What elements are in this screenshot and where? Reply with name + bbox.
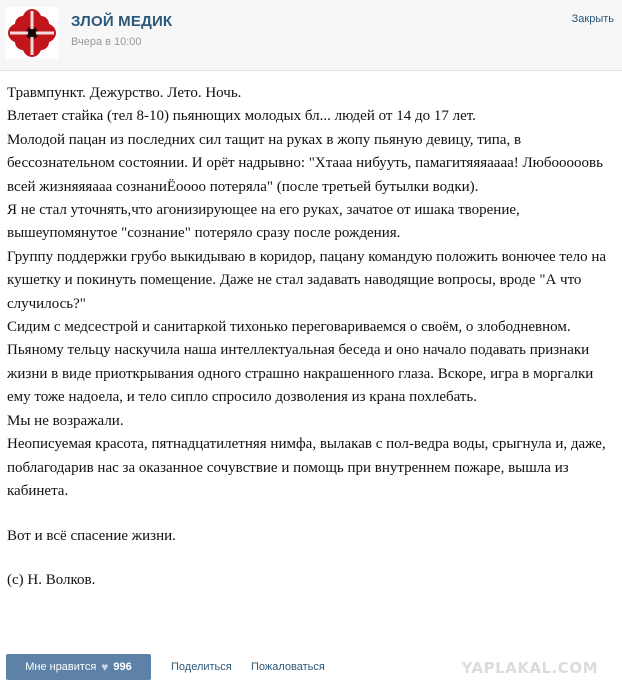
post-paragraph: Молодой пацан из последних сил тащит на руках в жопу пьяную девицу, типа, в бессознательном состоянии. И орёт надрывно: "Хтааа нибууть, памагитяяяаааа! Любооооовь всей жизняяяааа сознаниЁоооо потеряла" (после третьей бутылки водки). [7,131,603,195]
post-header [0,0,622,71]
close-link[interactable]: Закрыть [571,13,614,25]
like-button[interactable] [6,654,151,680]
post-paragraph: Травмпункт. Дежурство. Лето. Ночь. [7,85,242,101]
share-link[interactable]: Поделиться [171,661,232,673]
post-timestamp[interactable]: Вчера в 10:00 [71,36,142,48]
post-signature: (с) Н. Волков. [7,571,96,588]
like-count: 996 [113,661,132,673]
red-flower-logo[interactable] [6,7,58,59]
post-paragraph: Я не стал уточнять,что агонизирующее на его руках, зачатое от ишака творение, вышеупомянутое "сознание" потеряло сразу после рождения. [7,202,520,242]
post-paragraph: Неописуемая красота, пятнадцатилетняя нимфа, вылакав с пол-ведра воды, срыгнула и, даже, поблагодарив нас за оказанное сочувствие и помощь при внутреннем пожаре, вышла из кабинета. [7,436,606,499]
report-link[interactable]: Пожаловаться [251,661,325,673]
post-paragraph: Мы не возражали. [7,412,124,429]
yaplakal-watermark: YAPLAKAL.COM [461,659,598,677]
post-paragraph: Сидим с медсестрой и санитаркой тихонько переговариваемся о своём, о злободневном. Пьяному тельцу наскучила наша интеллектуальная беседа и оно начало подавать признаки жизни в виде приоткрывания одного страшно накрашенного глаза. Вскоре, игра в моргалки ему тоже надоела, и тело сипло спросило дозволения из крана похлебать. [7,319,594,406]
post-text [7,82,615,592]
group-name[interactable]: ЗЛОЙ МЕДИК [71,13,173,30]
like-label: Мне нравится [25,661,97,673]
post-footer [0,652,622,698]
heart-icon: ♥ [101,660,109,674]
post-paragraph: Влетает стайка (тел 8-10) пьянющих молодых бл... людей от 14 до 17 лет. [7,108,476,125]
post-closing: Вот и всё спасение жизни. [7,528,176,545]
post-paragraph: Группу поддержки грубо выкидываю в коридор, пацану командую положить вонючее тело на кушетку и покинуть помещение. Даже не стал задавать наводящие вопросы, вроде "А что случилось?" [7,248,607,312]
